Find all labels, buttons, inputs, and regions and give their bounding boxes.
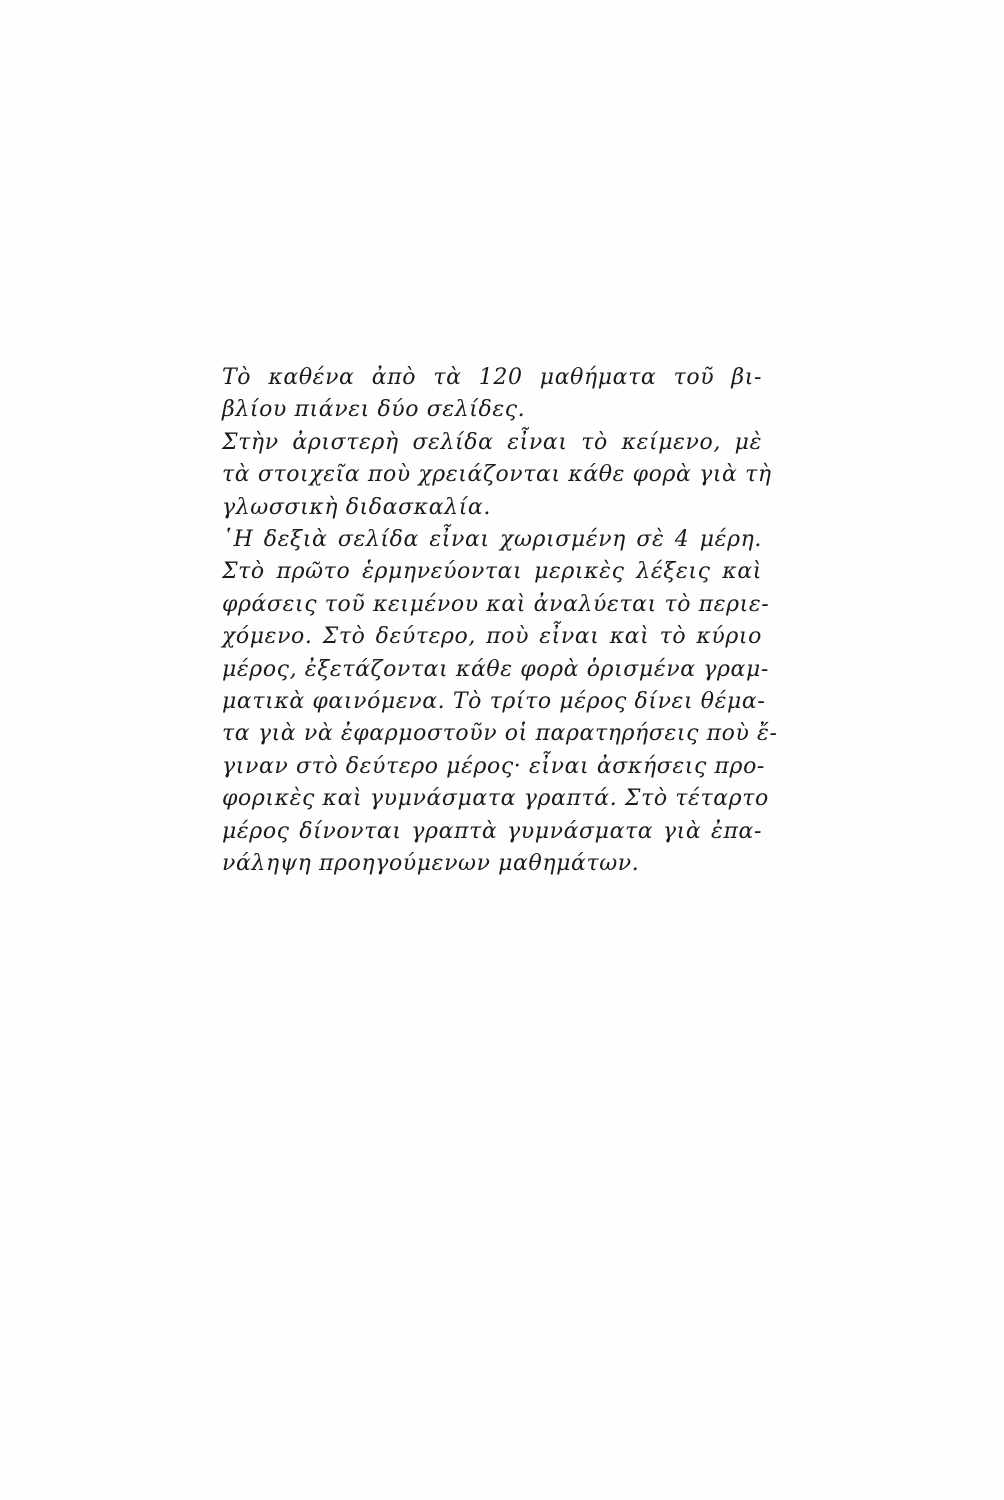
text-line: μέρος δίνονται γραπτὰ γυμνάσματα γιὰ ἐπα- <box>222 818 762 844</box>
text-line: Τὸ καθένα ἀπὸ τὰ 120 μαθήματα τοῦ βι- <box>222 365 762 390</box>
text-line: Στὸ πρῶτο ἑρμηνεύονται μερικὲς λέξεις καὶ <box>222 559 762 585</box>
text-line: γιναν στὸ δεύτερο μέρος· εἶναι ἀσκήσεις προ- <box>222 753 765 779</box>
text-line: ματικὰ φαινόμενα. Τὸ τρίτο μέρος δίνει θέμα- <box>222 689 766 715</box>
text-line: τὰ στοιχεῖα ποὺ χρειάζονται κάθε φορὰ γιὰ τὴ <box>222 462 772 488</box>
text-line: τα γιὰ νὰ ἐφαρμοστοῦν οἱ παρατηρήσεις ποὺ ἔ- <box>222 721 778 747</box>
body-text <box>222 362 778 881</box>
text-line: φράσεις τοῦ κειμένου καὶ ἀναλύεται τὸ περιε- <box>222 591 770 617</box>
text-line: χόμενο. Στὸ δεύτερο, ποὺ εἶναι καὶ τὸ κύριο <box>222 624 762 650</box>
text-line: φορικὲς καὶ γυμνάσματα γραπτά. Στὸ τέταρτο <box>222 786 769 812</box>
text-line: βλίου πιάνει δύο σελίδες. <box>222 397 526 423</box>
text-line: γλωσσικὴ διδασκαλία. <box>222 494 491 520</box>
text-line: Στὴν ἀριστερὴ σελίδα εἶναι τὸ κείμενο, μὲ <box>222 429 762 455</box>
text-line: μέρος, ἐξετάζονται κάθε φορὰ ὁρισμένα γραμ- <box>222 656 769 682</box>
text-line: ῾Η δεξιὰ σελίδα εἶναι χωρισμένη σὲ 4 μέρη. <box>222 527 762 553</box>
text-line: νάληψη προηγούμενων μαθημάτων. <box>222 851 640 877</box>
